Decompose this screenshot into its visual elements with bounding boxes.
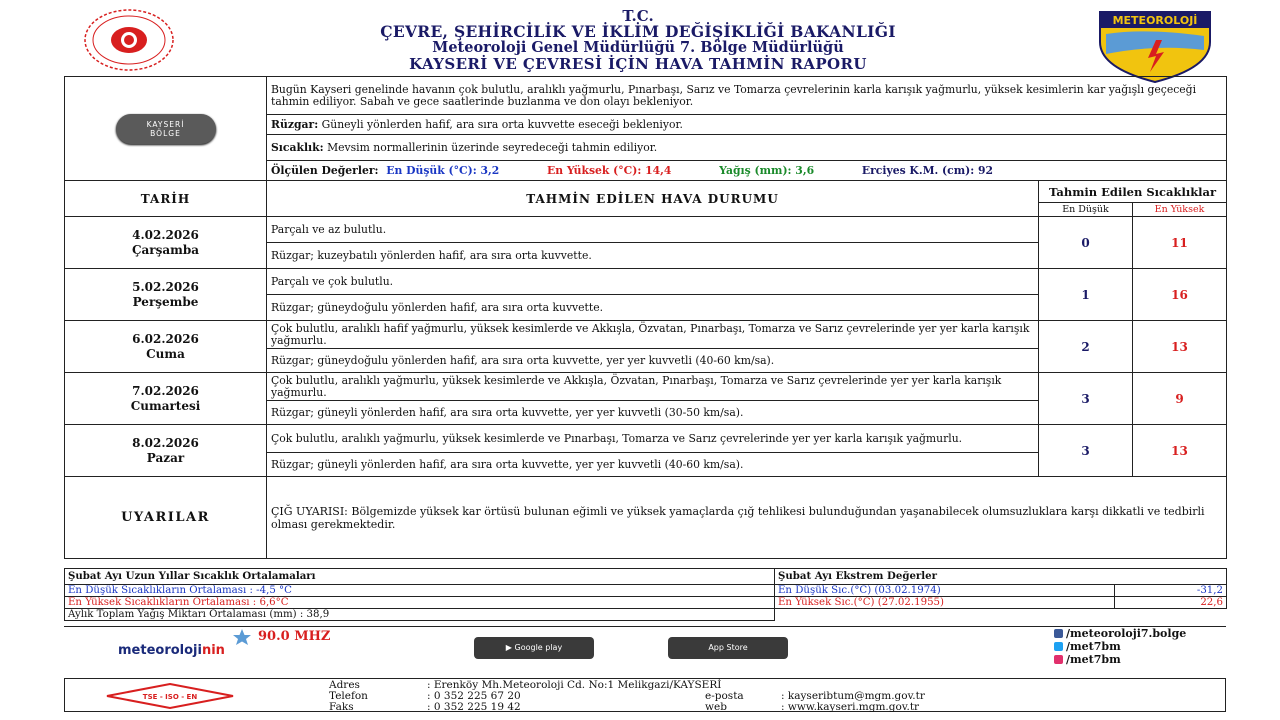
contact-values xyxy=(427,680,721,713)
address-value: : Erenköy Mh.Meteoroloji Cd. No:1 Melikgazi/KAYSERİ xyxy=(427,679,722,691)
address-label: Adres xyxy=(329,679,360,691)
promo-strip xyxy=(64,626,1226,666)
forecast-max-temp: 16 xyxy=(1133,269,1227,321)
forecast-row xyxy=(65,217,1227,243)
fax-value: : 0 352 225 19 42 xyxy=(427,701,521,713)
instagram-handle: /met7bm xyxy=(1066,653,1121,666)
forecast-day: Perşembe xyxy=(132,294,199,309)
wind-text: Güneyli yönlerden hafif, ara sıra orta kuvvette eseceği bekleniyor. xyxy=(321,117,683,131)
forecast-max-temp: 13 xyxy=(1133,321,1227,373)
forecast-wind: Rüzgar; güneydoğulu yönlerden hafif, ara sıra orta kuvvette. xyxy=(267,295,1039,321)
radio-brand-text: meteoroloji xyxy=(118,643,202,658)
extreme-min-value: -31,2 xyxy=(1115,585,1227,597)
min-column-header: En Düşük xyxy=(1039,203,1133,217)
extreme-max-label: En Yüksek Sıc.(°C) (27.02.1955) xyxy=(775,597,1115,609)
google-play-label: Google play xyxy=(514,643,563,652)
measured-values xyxy=(267,161,1227,181)
radio-frequency: 90.0 MHZ xyxy=(258,629,331,644)
measured-min: En Düşük (°C): 3,2 xyxy=(386,163,500,177)
meteoroloji-logo-text: METEOROLOJİ xyxy=(1112,14,1198,27)
measured-rain: Yağış (mm): 3,6 xyxy=(719,163,815,177)
forecast-weather: Parçalı ve çok bulutlu. xyxy=(267,269,1039,295)
forecast-row xyxy=(65,425,1227,453)
wind-label: Rüzgar: xyxy=(271,117,319,131)
ministry-logo-icon xyxy=(82,8,176,72)
meteoroloji-logo-icon xyxy=(1096,10,1214,84)
instagram-icon xyxy=(1054,655,1063,664)
forecast-day: Çarşamba xyxy=(131,242,200,257)
forecast-wind: Rüzgar; güneydoğulu yönlerden hafif, ara sıra orta kuvvette, yer yer kuvvetli (40-60 km/sa). xyxy=(267,349,1039,373)
phone-value: : 0 352 225 67 20 xyxy=(427,690,521,702)
online-values xyxy=(781,691,925,713)
forecast-wind: Rüzgar; kuzeybatılı yönlerden hafif, ara sıra orta kuvvette. xyxy=(267,243,1039,269)
star-icon xyxy=(230,629,254,645)
extreme-max-value: 22,6 xyxy=(1115,597,1227,609)
web-value[interactable]: : www.kayseri.mgm.gov.tr xyxy=(781,701,920,713)
radio-brand xyxy=(118,643,225,658)
directorate-name: Meteoroloji Genel Müdürlüğü 7. Bölge Müdürlüğü xyxy=(432,39,844,56)
forecast-weather: Parçalı ve az bulutlu. xyxy=(267,217,1039,243)
badge-line-2: BÖLGE xyxy=(150,128,181,138)
report-header xyxy=(38,6,1242,72)
forecast-date: 5.02.2026 xyxy=(132,279,199,294)
facebook-handle: /meteoroloji7.bolge xyxy=(1066,627,1187,640)
temps-column-header: Tahmin Edilen Sıcaklıklar xyxy=(1039,181,1227,203)
wind-summary xyxy=(267,115,1227,135)
extremes-title: Şubat Ayı Ekstrem Değerler xyxy=(775,569,1227,585)
header-title-block xyxy=(188,8,1088,72)
warnings-title: UYARILAR xyxy=(65,477,267,559)
forecast-max-temp: 9 xyxy=(1133,373,1227,425)
general-summary: Bugün Kayseri genelinde havanın çok bulutlu, aralıklı yağmurlu, Pınarbaşı, Sarız ve Tomarza çevrelerinin karla karışık yağmurlu, yüksek kesimlerin kar yağışlı geçeceği tahmin ediliyor. Sabah ve gece saatlerinde buzlanma ve don olayı bekleniyor. xyxy=(267,77,1227,115)
region-badge-cell xyxy=(65,77,267,181)
kayseri-region-badge xyxy=(116,114,216,144)
header-line-1: T.C. xyxy=(622,7,654,25)
avg-monthly-rain: Aylık Toplam Yağış Miktarı Ortalaması (mm) : 38,9 xyxy=(65,609,775,621)
date-column-header: TARİH xyxy=(65,181,267,217)
forecast-min-temp: 3 xyxy=(1039,373,1133,425)
forecast-max-temp: 13 xyxy=(1133,425,1227,477)
forecast-min-temp: 2 xyxy=(1039,321,1133,373)
radio-promo xyxy=(118,629,338,665)
climate-stats-table xyxy=(64,568,1227,621)
tse-cert-text: TSE - ISO - EN xyxy=(142,693,198,701)
temp-label: Sıcaklık: xyxy=(271,140,324,154)
avg-max-temp: En Yüksek Sıcaklıkların Ortalaması : 6,6°C xyxy=(65,597,775,609)
forecast-date: 7.02.2026 xyxy=(132,383,199,398)
web-label: web xyxy=(705,701,727,713)
forecast-table xyxy=(64,76,1227,559)
email-value[interactable]: : kayseribtum@mgm.gov.tr xyxy=(781,690,925,702)
tse-certificate-icon xyxy=(105,683,235,709)
forecast-row xyxy=(65,373,1227,401)
badge-line-1: KAYSERİ xyxy=(146,119,185,129)
facebook-icon xyxy=(1054,629,1063,638)
app-store-label: App Store xyxy=(708,643,748,652)
forecast-date: 4.02.2026 xyxy=(132,227,199,242)
forecast-day: Cumartesi xyxy=(130,398,201,413)
forecast-day: Cuma xyxy=(146,346,185,361)
forecast-min-temp: 3 xyxy=(1039,425,1133,477)
online-labels xyxy=(705,691,744,713)
temp-text: Mevsim normallerinin üzerinde seyredeceği tahmin ediliyor. xyxy=(327,140,658,154)
measured-erciyes: Erciyes K.M. (cm): 92 xyxy=(861,163,994,177)
forecast-date: 6.02.2026 xyxy=(132,331,199,346)
google-play-button[interactable]: ▶ Google play xyxy=(474,637,594,659)
forecast-column-header: TAHMİN EDİLEN HAVA DURUMU xyxy=(267,181,1039,217)
max-column-header: En Yüksek xyxy=(1133,203,1227,217)
twitter-icon xyxy=(1054,642,1063,651)
fax-label: Faks xyxy=(329,701,354,713)
forecast-min-temp: 1 xyxy=(1039,269,1133,321)
contact-footer xyxy=(64,678,1226,712)
phone-label: Telefon xyxy=(329,690,368,702)
forecast-weather: Çok bulutlu, aralıklı yağmurlu, yüksek kesimlerde ve Pınarbaşı, Tomarza ve Sarız çevrelerinde yer yer karla karışık yağmurlu. xyxy=(267,425,1039,453)
forecast-weather: Çok bulutlu, aralıklı yağmurlu, yüksek kesimlerde ve Akkışla, Özvatan, Pınarbaşı, Tomarza ve Sarız çevrelerinde yer yer karla karışık yağmurlu. xyxy=(267,373,1039,401)
extreme-min-label: En Düşük Sıc.(°C) (03.02.1974) xyxy=(775,585,1115,597)
forecast-date-cell xyxy=(65,425,267,477)
forecast-date: 8.02.2026 xyxy=(132,435,199,450)
twitter-link[interactable] xyxy=(1054,640,1186,653)
forecast-row xyxy=(65,269,1227,295)
twitter-handle: /met7bm xyxy=(1066,640,1121,653)
forecast-date-cell xyxy=(65,217,267,269)
report-title: KAYSERİ VE ÇEVRESİ İÇİN HAVA TAHMİN RAPORU xyxy=(409,55,867,73)
radio-brand-accent: nin xyxy=(201,643,225,658)
report-sheet xyxy=(38,0,1242,720)
facebook-link[interactable] xyxy=(1054,627,1186,640)
forecast-max-temp: 11 xyxy=(1133,217,1227,269)
ministry-name: ÇEVRE, ŞEHİRCİLİK VE İKLİM DEĞİŞİKLİĞİ BAKANLIĞI xyxy=(380,22,896,41)
forecast-date-cell xyxy=(65,321,267,373)
measured-label: Ölçülen Değerler: xyxy=(271,163,379,177)
forecast-wind: Rüzgar; güneyli yönlerden hafif, ara sıra orta kuvvette, yer yer kuvvetli (40-60 km/sa). xyxy=(267,453,1039,477)
warnings-text: ÇIĞ UYARISI: Bölgemizde yüksek kar örtüsü bulunan eğimli ve yüksek yamaçlarda çığ tehlikesi bulunduğundan yaşanabilecek olumsuzluklara karşı dikkatli ve tedbirli olması gerekmektedir. xyxy=(267,477,1227,559)
forecast-date-cell xyxy=(65,373,267,425)
avg-min-temp: En Düşük Sıcaklıkların Ortalaması : -4,5 °C xyxy=(65,585,775,597)
temperature-summary xyxy=(267,135,1227,161)
forecast-row xyxy=(65,321,1227,349)
forecast-day: Pazar xyxy=(146,450,185,465)
instagram-link[interactable] xyxy=(1054,653,1186,666)
long-term-averages-title: Şubat Ayı Uzun Yıllar Sıcaklık Ortalamaları xyxy=(65,569,775,585)
forecast-weather: Çok bulutlu, aralıklı hafif yağmurlu, yüksek kesimlerde ve Akkışla, Özvatan, Pınarbaşı, Tomarza ve Sarız çevrelerinde yer yer karla karışık yağmurlu. xyxy=(267,321,1039,349)
app-store-button[interactable] xyxy=(668,637,788,659)
stats-empty-cell xyxy=(775,609,1227,621)
measured-max: En Yüksek (°C): 14,4 xyxy=(547,163,672,177)
social-links xyxy=(1054,627,1186,666)
forecast-wind: Rüzgar; güneyli yönlerden hafif, ara sıra orta kuvvette, yer yer kuvvetli (30-50 km/sa). xyxy=(267,401,1039,425)
forecast-min-temp: 0 xyxy=(1039,217,1133,269)
contact-labels xyxy=(329,680,368,713)
email-label: e-posta xyxy=(705,690,744,702)
forecast-date-cell xyxy=(65,269,267,321)
